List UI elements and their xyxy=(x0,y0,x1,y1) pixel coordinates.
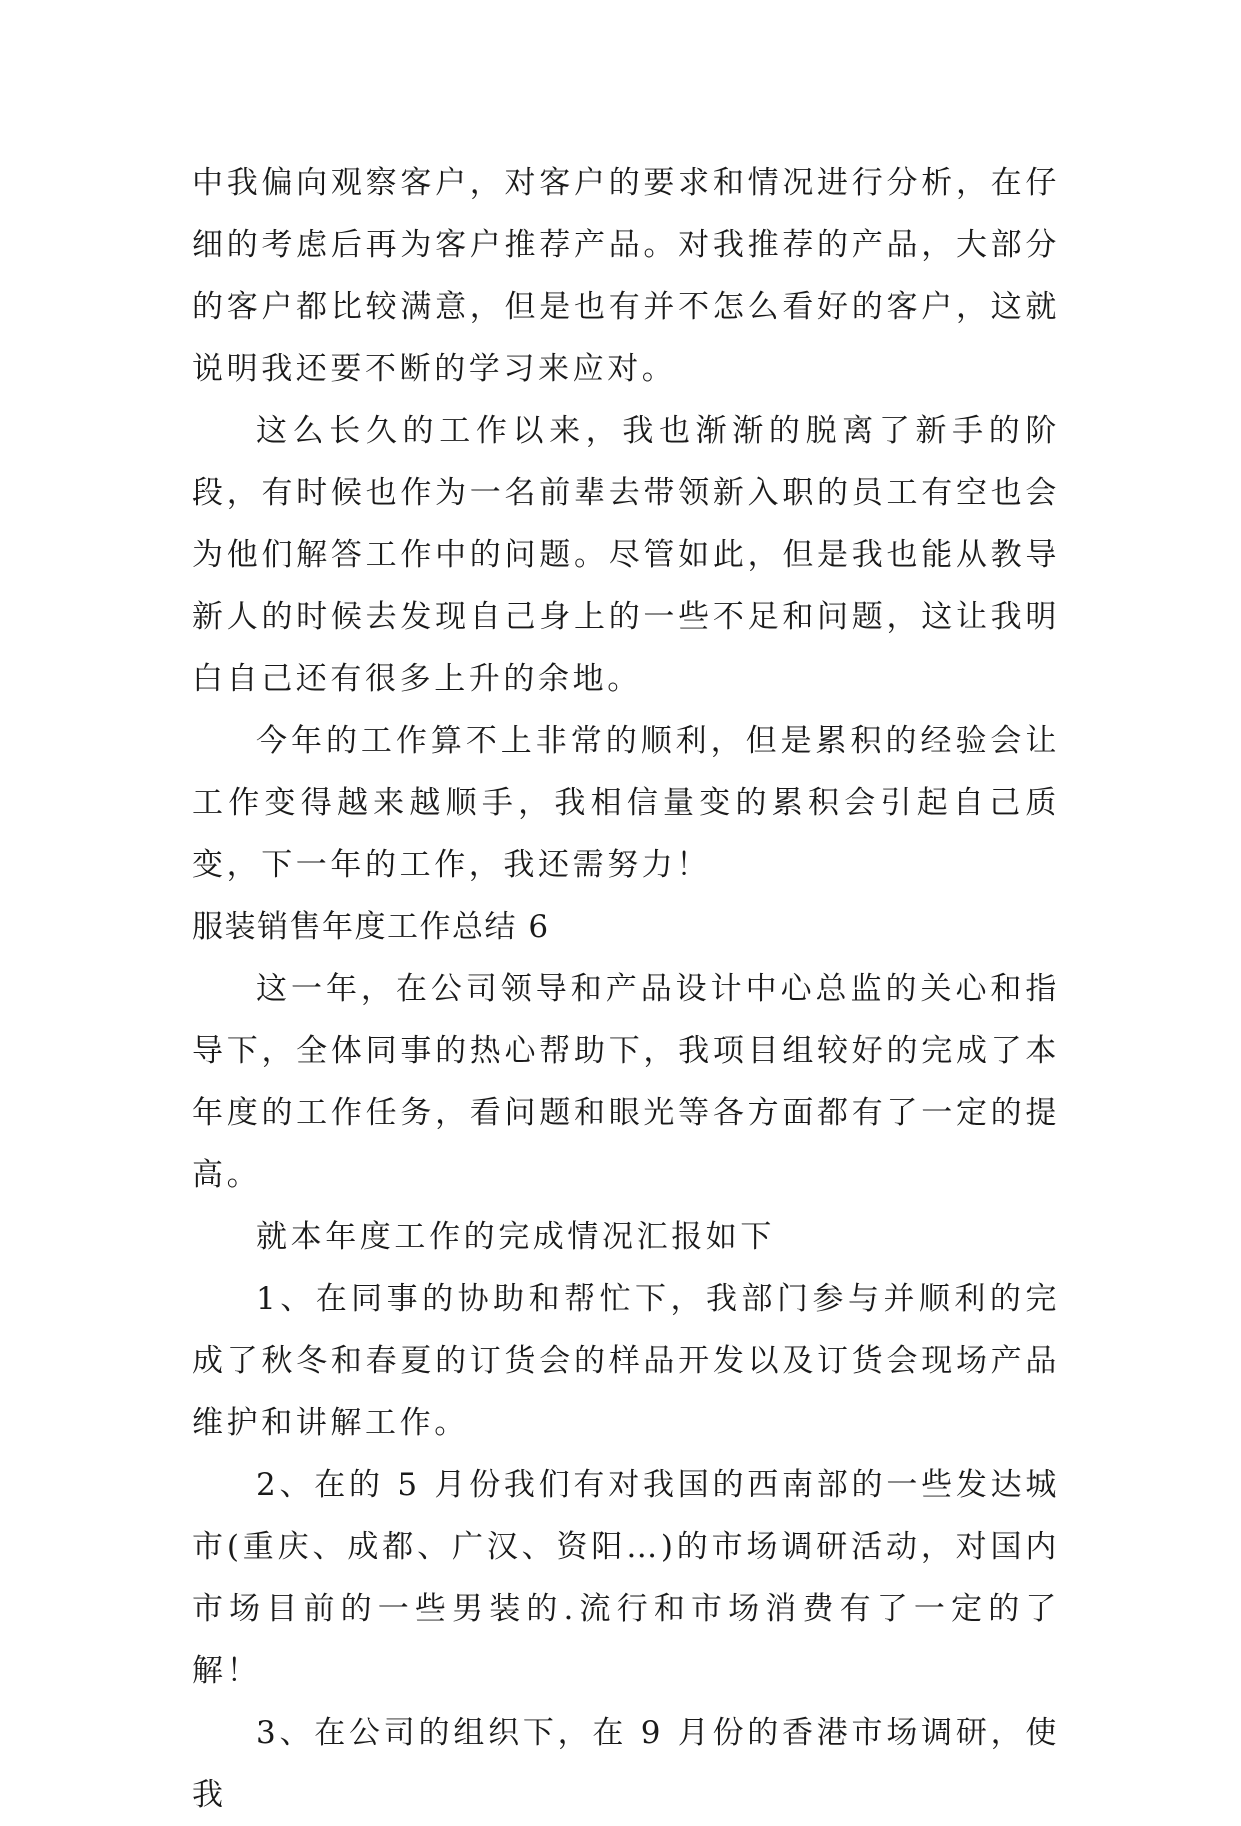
paragraph-3: 今年的工作算不上非常的顺利，但是累积的经验会让工作变得越来越顺手，我相信量变的累积会引起自己质变，下一年的工作，我还需努力！ xyxy=(192,723,1060,883)
section-paragraph-5: 3、在公司的组织下，在 9 月份的香港市场调研，使我 xyxy=(192,1715,1060,1813)
document-body xyxy=(192,152,1060,1826)
section-paragraph-4: 2、在的 5 月份我们有对我国的西南部的一些发达城市(重庆、成都、广汉、资阳…)的市场调研活动，对国内市场目前的一些男装的.流行和市场消费有了一定的了解！ xyxy=(192,1467,1060,1689)
section-paragraph-3: 1、在同事的协助和帮忙下，我部门参与并顺利的完成了秋冬和春夏的订货会的样品开发以及订货会现场产品维护和讲解工作。 xyxy=(192,1281,1060,1441)
section-heading: 服装销售年度工作总结 6 xyxy=(192,909,550,945)
paragraph-2: 这么长久的工作以来，我也渐渐的脱离了新手的阶段，有时候也作为一名前辈去带领新入职的员工有空也会为他们解答工作中的问题。尽管如此，但是我也能从教导新人的时候去发现自己身上的一些不足和问题，这让我明白自己还有很多上升的余地。 xyxy=(192,413,1060,697)
section-paragraph-2: 就本年度工作的完成情况汇报如下 xyxy=(256,1219,775,1255)
section-paragraph-1: 这一年，在公司领导和产品设计中心总监的关心和指导下，全体同事的热心帮助下，我项目组较好的完成了本年度的工作任务，看问题和眼光等各方面都有了一定的提高。 xyxy=(192,971,1060,1193)
paragraph-1: 中我偏向观察客户，对客户的要求和情况进行分析，在仔细的考虑后再为客户推荐产品。对我推荐的产品，大部分的客户都比较满意，但是也有并不怎么看好的客户，这就说明我还要不断的学习来应对。 xyxy=(192,165,1060,387)
